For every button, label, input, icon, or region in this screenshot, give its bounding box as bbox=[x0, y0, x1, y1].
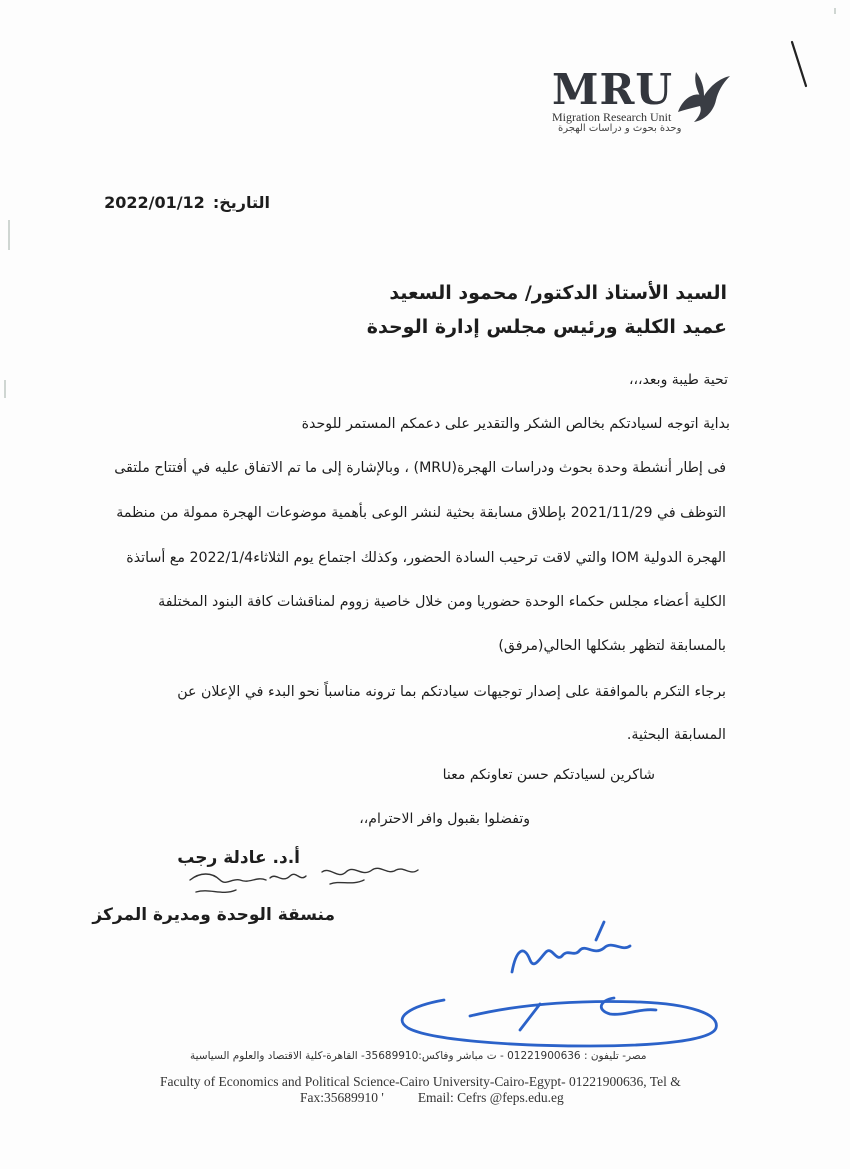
greeting: تحية طيبة وبعد،،، bbox=[629, 372, 728, 388]
signatory-role: منسقة الوحدة ومديرة المركز bbox=[92, 905, 335, 925]
mru-logo bbox=[552, 62, 742, 142]
pen-mark bbox=[790, 40, 810, 90]
paragraph-line: فى إطار أنشطة وحدة بحوث ودراسات الهجرة(MRU) ، وبالإشارة إلى ما تم الاتفاق عليه في أفتتاح ملتقى bbox=[114, 460, 726, 476]
signatory-name: أ.د. عادلة رجب bbox=[177, 848, 300, 868]
bird-icon bbox=[670, 66, 734, 130]
blue-ink-signature bbox=[402, 922, 716, 1046]
logo-name-en: Migration Research Unit bbox=[552, 110, 672, 124]
logo-acronym: MRU bbox=[552, 65, 674, 114]
date-label: التاريخ: bbox=[212, 193, 270, 212]
request-line: المسابقة البحثية. bbox=[626, 727, 726, 743]
footer-email: Email: Cefrs @feps.edu.eg bbox=[417, 1090, 564, 1105]
logo-name-ar: وحدة بحوث و دراسات الهجرة bbox=[558, 123, 682, 134]
signature-scribble bbox=[190, 868, 418, 892]
footer-fax: Fax:35689910 ' bbox=[300, 1090, 384, 1105]
paragraph-line: الهجرة الدولية IOM والتي لاقت ترحيب السادة الحضور، وكذلك اجتماع يوم الثلاثاء2022/1/4 مع أساتذة bbox=[126, 550, 726, 566]
paragraph-line: الكلية أعضاء مجلس حكماء الوحدة حضوريا ومن خلال خاصية زووم لمناقشات كافة البنود المختلفة bbox=[158, 594, 726, 610]
footer-english-address: Faculty of Economics and Political Science-Cairo University-Cairo-Egypt- 01221900636, Tel & bbox=[160, 1074, 681, 1089]
footer-contact bbox=[300, 1090, 564, 1106]
scan-artifact bbox=[8, 220, 10, 250]
paragraph-line: بالمسابقة لتظهر بشكلها الحالي(مرفق) bbox=[498, 638, 726, 654]
paragraph-line: التوظف في 2021/11/29 بإطلاق مسابقة بحثية لنشر الوعى بأهمية موضوعات الهجرة ممولة من منظمة bbox=[116, 505, 726, 521]
recipient-name: السيد الأستاذ الدكتور/ محمود السعيد bbox=[389, 282, 727, 304]
scan-artifact bbox=[4, 380, 6, 398]
intro-line: بداية اتوجه لسيادتكم بخالص الشكر والتقدير على دعمكم المستمر للوحدة bbox=[301, 416, 730, 432]
date-value: 2022/01/12 bbox=[104, 193, 205, 212]
closing-thanks: شاكرين لسيادتكم حسن تعاونكم معنا bbox=[442, 767, 655, 783]
recipient-title: عميد الكلية ورئيس مجلس إدارة الوحدة bbox=[366, 316, 727, 338]
scan-artifact bbox=[834, 8, 836, 14]
request-line: برجاء التكرم بالموافقة على إصدار توجيهات سيادتكم بما ترونه مناسباً نحو البدء في الإعلان عن bbox=[177, 684, 726, 700]
closing-regards: وتفضلوا بقبول وافر الاحترام،، bbox=[359, 811, 530, 827]
letter-date bbox=[96, 193, 270, 212]
footer-arabic-address: مصر- تليفون : 01221900636 - ت مباشر وفاكس:35689910- القاهرة-كلية الاقتصاد والعلوم السياسية bbox=[190, 1050, 647, 1062]
